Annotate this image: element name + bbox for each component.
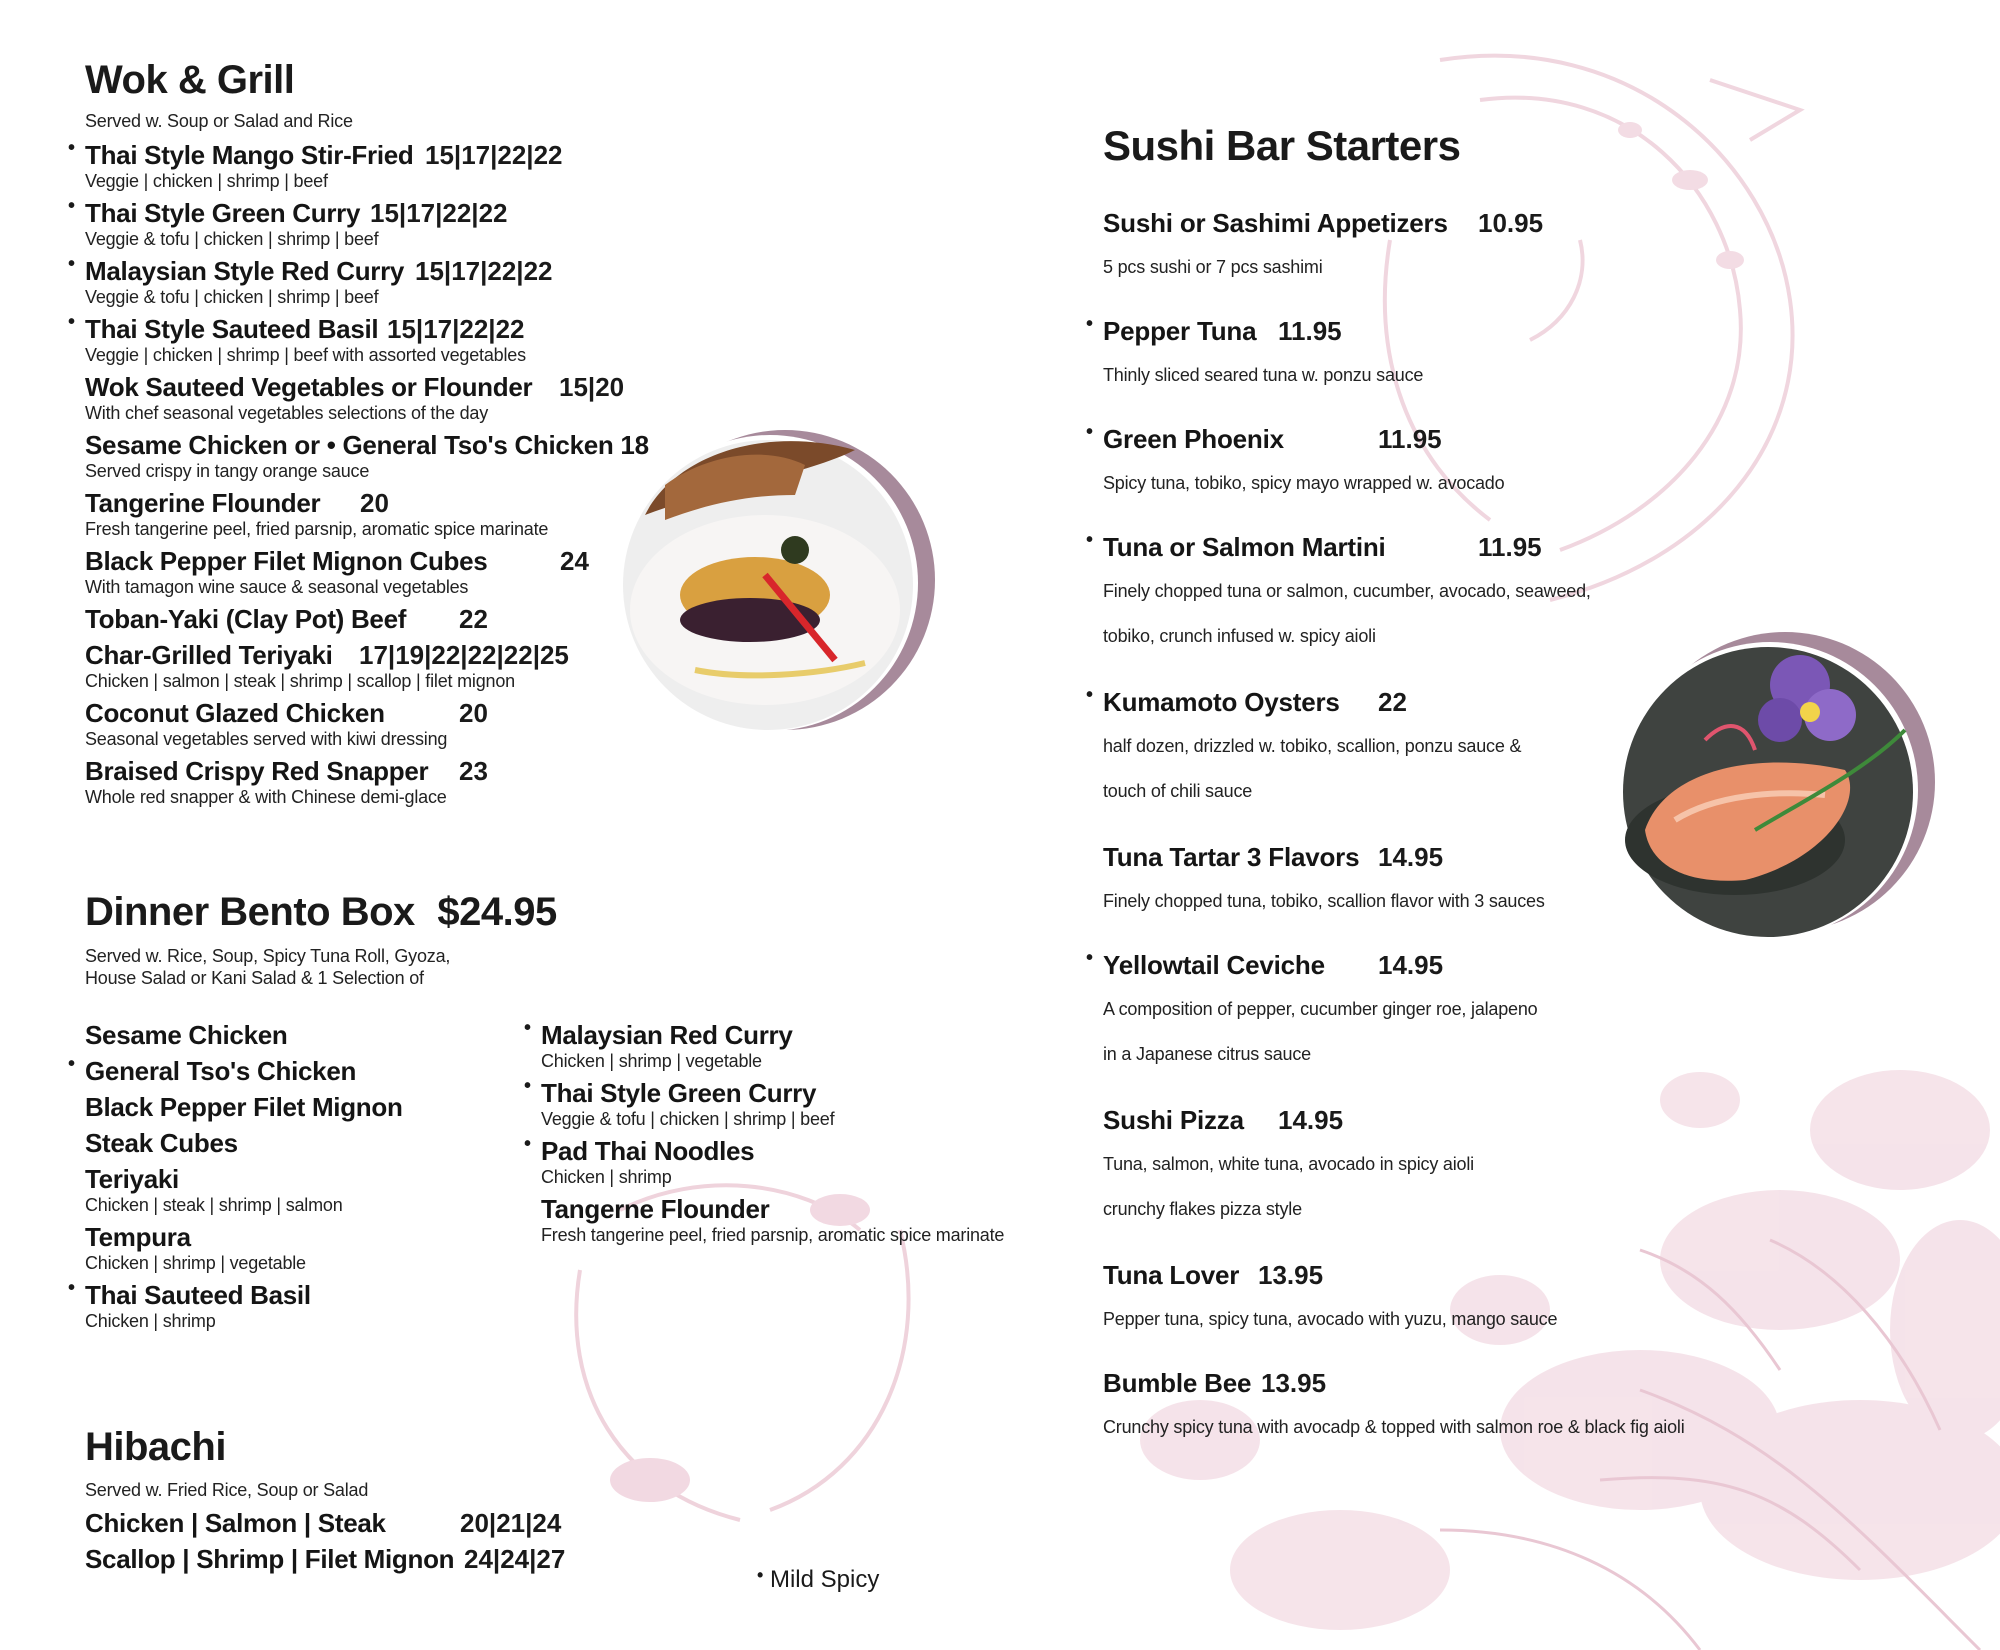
item-price: 11.95 [1478,532,1542,562]
item-name: Sesame Chicken or • General Tso's Chicken 18 [85,430,649,460]
item-name: Malaysian Style Red Curry [85,256,405,286]
item-description: With tamagon wine sauce & seasonal vegetables [85,577,469,597]
list-item [1103,1368,1685,1438]
item-description: crunchy flakes pizza style [1103,1199,1302,1219]
item-name: Tangerine Flounder [85,488,321,518]
list-item [68,253,553,308]
item-description: Served crispy in tangy orange sauce [85,461,370,481]
item-price: 15|17|22|22 [425,140,563,170]
mild-spicy-marker: • [1086,421,1094,443]
list-item [1103,1260,1557,1330]
item-price: 24|24|27 [464,1544,566,1574]
item-description: Fresh tangerine peel, fried parsnip, aromatic spice marinate [541,1225,1005,1245]
item-price: 11.95 [1278,316,1342,346]
item-name: Tuna or Salmon Martini [1103,532,1386,562]
item-name: Bumble Bee [1103,1368,1252,1398]
item-name: Yellowtail Ceviche [1103,950,1325,980]
mild-spicy-marker: • [1086,947,1094,969]
item-name: Scallop | Shrimp | Filet Mignon [85,1544,455,1574]
wok-grill-subtitle: Served w. Soup or Salad and Rice [85,111,353,131]
list-item [85,1222,306,1274]
bento-title-row [85,890,557,935]
item-name: Teriyaki [85,1164,179,1194]
item-name: Black Pepper Filet Mignon [85,1092,403,1122]
item-name: Tuna Lover [1103,1260,1240,1290]
item-description: Veggie | chicken | shrimp | beef [85,171,328,191]
item-name: Toban-Yaki (Clay Pot) Beef [85,604,407,634]
item-name: Black Pepper Filet Mignon Cubes [85,546,488,576]
list-item [85,488,548,540]
hibachi-title: Hibachi [85,1425,226,1469]
item-price: 20|21|24 [460,1508,562,1538]
mild-spicy-marker: • [68,137,76,159]
item-name: Pad Thai Noodles [541,1136,755,1166]
item-name: Sushi Pizza [1103,1105,1244,1135]
item-description: With chef seasonal vegetables selections of the day [85,403,489,423]
list-item [524,1133,755,1188]
item-description: Veggie | chicken | shrimp | beef with assorted vegetables [85,345,526,365]
mild-spicy-marker: • [68,311,76,333]
list-item [68,195,508,250]
list-item [85,756,488,808]
item-price: 17|19|22|22|22|25 [359,640,569,670]
item-price: 15|17|22|22 [370,198,508,228]
mild-spicy-marker: • [1086,529,1094,551]
list-item [1103,208,1544,278]
item-name: Thai Sauteed Basil [85,1280,311,1310]
item-price: 13.95 [1258,1260,1324,1290]
item-description: in a Japanese citrus sauce [1103,1044,1311,1064]
item-description: Tuna, salmon, white tuna, avocado in spicy aioli [1103,1154,1474,1174]
mild-spicy-marker: • [524,1075,532,1097]
item-price: 14.95 [1378,950,1444,980]
item-name: Sushi or Sashimi Appetizers [1103,208,1448,238]
list-item [68,137,563,192]
item-price: 20 [360,488,389,518]
item-description: touch of chili sauce [1103,781,1253,801]
item-price: 15|20 [559,372,625,402]
item-description: Whole red snapper & with Chinese demi-glace [85,787,447,807]
item-description: Finely chopped tuna or salmon, cucumber, avocado, seaweed, [1103,581,1591,601]
item-name: Pepper Tuna [1103,316,1257,346]
mild-spicy-marker: • [68,195,76,217]
mild-spicy-marker: • [68,253,76,275]
list-item [541,1194,1004,1246]
sushi-title: Sushi Bar Starters [1103,122,1461,169]
list-item [85,1508,562,1539]
food-photo-flounder [605,425,945,740]
list-item [1086,684,1522,802]
list-item [85,430,649,482]
item-name: Sesame Chicken [85,1020,288,1050]
item-name: Thai Style Green Curry [85,198,361,228]
item-description: Chicken | shrimp [541,1167,672,1187]
item-description: Chicken | shrimp [85,1311,216,1331]
item-name: Green Phoenix [1103,424,1284,454]
mild-spicy-marker: • [1086,313,1094,335]
item-name: Wok Sauteed Vegetables or Flounder [85,372,533,402]
mild-spicy-marker: • [757,1565,764,1585]
item-price: 22 [459,604,488,634]
item-price: 14.95 [1278,1105,1344,1135]
list-item [85,372,625,424]
spicy-legend [757,1566,879,1594]
item-name: Steak Cubes [85,1128,238,1158]
item-name: Malaysian Red Curry [541,1020,793,1050]
item-name: Coconut Glazed Chicken [85,698,385,728]
item-description: Veggie & tofu | chicken | shrimp | beef [85,229,379,249]
item-price: 15|17|22|22 [387,314,525,344]
bento-title: Dinner Bento Box [85,890,415,934]
item-description: Pepper tuna, spicy tuna, avocado with yuzu, mango sauce [1103,1309,1558,1329]
item-description: Veggie & tofu | chicken | shrimp | beef [85,287,379,307]
item-price: 20 [459,698,488,728]
item-description: Veggie & tofu | chicken | shrimp | beef [541,1109,835,1129]
list-item [1086,421,1505,494]
item-name: Thai Style Sauteed Basil [85,314,379,344]
mild-spicy-marker: • [1086,684,1094,706]
list-item [85,640,569,692]
item-name: Braised Crispy Red Snapper [85,756,429,786]
list-item [68,1277,311,1332]
item-name: Tempura [85,1222,191,1252]
item-description: 5 pcs sushi or 7 pcs sashimi [1103,257,1323,277]
bento-price: $24.95 [437,890,557,934]
item-description: Seasonal vegetables served with kiwi dressing [85,729,448,749]
item-description: Spicy tuna, tobiko, spicy mayo wrapped w. avocado [1103,473,1505,493]
item-price: 22 [1378,687,1407,717]
item-price: 15|17|22|22 [415,256,553,286]
wok-grill-title: Wok & Grill [85,58,295,102]
list-item [68,1053,357,1087]
list-item [1086,313,1424,386]
list-item [85,1544,566,1575]
item-name: Thai Style Mango Stir-Fried [85,140,414,170]
mild-spicy-marker: • [68,1277,76,1299]
list-item [85,546,589,598]
bento-subtitle-2: House Salad or Kani Salad & 1 Selection of [85,968,424,988]
list-item [85,1128,238,1159]
item-name: General Tso's Chicken [85,1056,357,1086]
list-item [1086,947,1538,1065]
list-item [1103,1105,1474,1220]
item-name: Char-Grilled Teriyaki [85,640,333,670]
list-item [68,311,526,366]
item-name: Chicken | Salmon | Steak [85,1508,386,1538]
item-price: 10.95 [1478,208,1544,238]
list-item [85,604,488,635]
item-price: 14.95 [1378,842,1444,872]
mild-spicy-marker: • [524,1017,532,1039]
item-description: tobiko, crunch infused w. spicy aioli [1103,626,1376,646]
list-item [524,1075,835,1130]
legend-text: Mild Spicy [769,1566,880,1593]
item-price: 24 [560,546,589,576]
list-item [85,698,488,750]
item-description: Chicken | salmon | steak | shrimp | scallop | filet mignon [85,671,515,691]
bento-subtitle-1: Served w. Rice, Soup, Spicy Tuna Roll, Gyoza, [85,946,451,966]
item-price: 23 [459,756,488,786]
hibachi-subtitle: Served w. Fried Rice, Soup or Salad [85,1480,369,1500]
item-description: Chicken | shrimp | vegetable [541,1051,762,1071]
mild-spicy-marker: • [68,1053,76,1075]
item-description: Chicken | steak | shrimp | salmon [85,1195,343,1215]
list-item [85,1020,287,1051]
item-description: half dozen, drizzled w. tobiko, scallion, ponzu sauce & [1103,736,1522,756]
list-item [85,1092,403,1123]
list-item [524,1017,793,1072]
item-name: Tuna Tartar 3 Flavors [1103,842,1360,872]
item-name: Kumamoto Oysters [1103,687,1340,717]
list-item [1103,842,1545,912]
item-description: Chicken | shrimp | vegetable [85,1253,306,1273]
list-item [85,1164,343,1216]
item-name: Tangerne Flounder [541,1194,770,1224]
item-name: Thai Style Green Curry [541,1078,817,1108]
item-description: Crunchy spicy tuna with avocadp & topped with salmon roe & black fig aioli [1103,1417,1685,1437]
item-description: A composition of pepper, cucumber ginger roe, jalapeno [1103,999,1538,1019]
item-price: 13.95 [1261,1368,1327,1398]
item-description: Fresh tangerine peel, fried parsnip, aromatic spice marinate [85,519,549,539]
item-description: Finely chopped tuna, tobiko, scallion flavor with 3 sauces [1103,891,1545,911]
food-photo-salmon [1605,630,1945,945]
list-item [1086,529,1591,647]
mild-spicy-marker: • [524,1133,532,1155]
item-price: 11.95 [1378,424,1442,454]
item-description: Thinly sliced seared tuna w. ponzu sauce [1103,365,1424,385]
